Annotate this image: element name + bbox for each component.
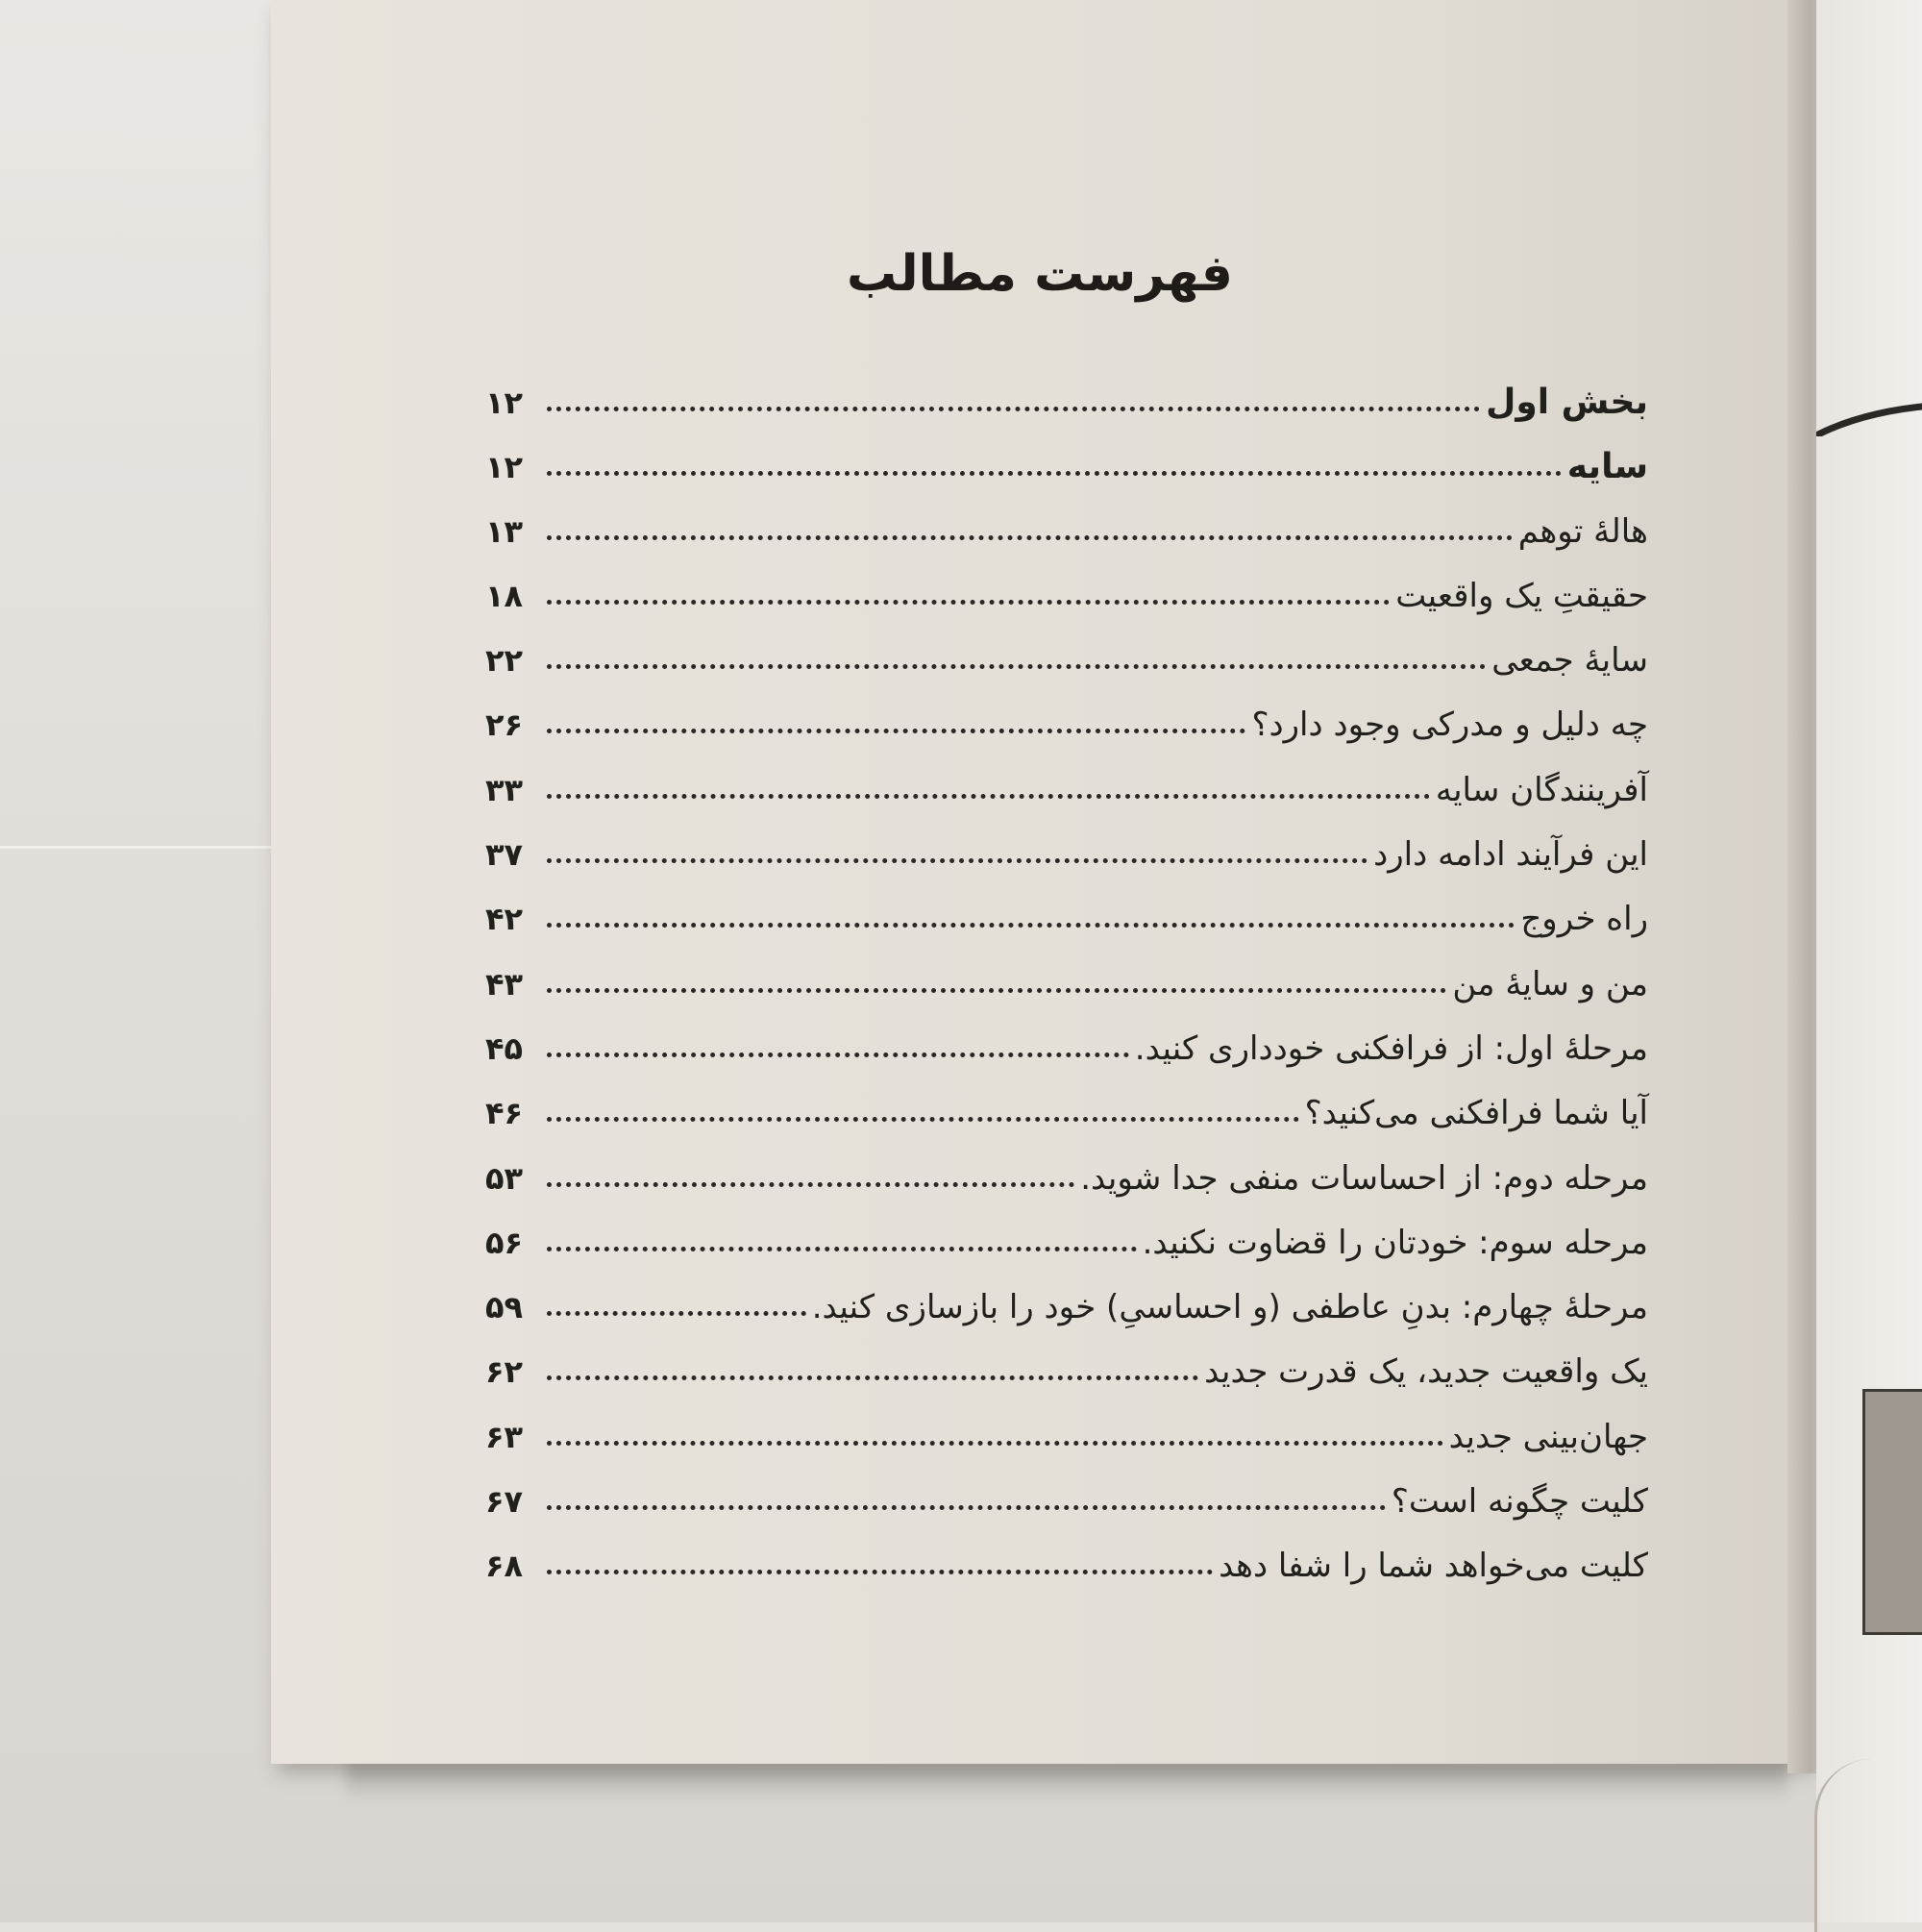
toc-dot-leader — [547, 1053, 1129, 1057]
toc-entry-page-number: ۴۵ — [485, 1029, 524, 1067]
toc-dot-leader — [547, 1117, 1299, 1122]
toc-dot-leader — [547, 1505, 1386, 1510]
toc-dot-leader — [547, 1375, 1198, 1380]
toc-entry-page-number: ۱۸ — [485, 577, 524, 614]
toc-dot-leader — [547, 407, 1480, 411]
toc-entry-page-number: ۴۲ — [485, 901, 524, 938]
toc-entry-page-number: ۶۷ — [485, 1483, 524, 1521]
toc-entry-label: آفرینندگان سایه — [1435, 770, 1648, 809]
toc-entry-label: مرحله سوم: خودتان را قضاوت نکنید. — [1142, 1223, 1648, 1262]
toc-entry-label: یک واقعیت جدید، یک قدرت جدید — [1204, 1352, 1648, 1392]
toc-dot-leader — [547, 664, 1486, 669]
toc-entry-label: راه خروج — [1520, 900, 1648, 939]
toc-entry-page-number: ۵۶ — [485, 1224, 524, 1261]
toc-entry-label: این فرآیند ادامه دارد — [1373, 835, 1648, 875]
toc-entry — [485, 1029, 1648, 1094]
toc-entry — [485, 835, 1648, 900]
toc-entry — [485, 900, 1648, 964]
toc-entry-page-number: ۳۷ — [485, 836, 524, 874]
toc-entry-page-number: ۵۹ — [485, 1289, 524, 1326]
toc-entry-label: مرحله دوم: از احساسات منفی جدا شوید. — [1080, 1158, 1648, 1198]
toc-entry — [485, 1159, 1648, 1224]
toc-entry-page-number: ۶۲ — [485, 1353, 524, 1391]
toc-entry — [485, 383, 1648, 447]
surface-crease — [0, 846, 279, 849]
toc-entry — [485, 1094, 1648, 1158]
toc-entry-page-number: ۶۳ — [485, 1418, 524, 1455]
toc-entry-page-number: ۱۲ — [485, 449, 524, 486]
facing-page-figure — [1862, 1389, 1922, 1635]
toc-entry-label: سایه — [1566, 447, 1648, 487]
toc-entry-label: کلیت چگونه است؟ — [1391, 1482, 1648, 1522]
toc-entry-label: مرحلهٔ اول: از فرافکنی خودداری کنید. — [1134, 1028, 1648, 1068]
toc-entry — [485, 771, 1648, 835]
page-shadow — [346, 1759, 1787, 1802]
toc-entry — [485, 1352, 1648, 1417]
toc-entry-page-number: ۴۳ — [485, 965, 524, 1003]
toc-entry-label: جهان‌بینی جدید — [1448, 1417, 1648, 1456]
toc-entry-label: سایهٔ جمعی — [1491, 641, 1648, 681]
toc-entry — [485, 1547, 1648, 1611]
toc-entry — [485, 1224, 1648, 1288]
toc-dot-leader — [547, 1570, 1213, 1574]
toc-entry-label: هالهٔ توهم — [1517, 511, 1648, 551]
toc-dot-leader — [547, 729, 1245, 733]
facing-page-ink-mark — [1816, 402, 1922, 436]
toc-dot-leader — [547, 988, 1446, 993]
toc-entry-label: من و سایهٔ من — [1452, 964, 1648, 1003]
toc-dot-leader — [547, 1247, 1137, 1251]
toc-entry — [485, 1288, 1648, 1352]
toc-entry-page-number: ۲۶ — [485, 706, 524, 744]
toc-entry-page-number: ۵۳ — [485, 1159, 524, 1197]
toc-entry-label: مرحلهٔ چهارم: بدنِ عاطفی (و احساسیِ) خود را بازسازی کنید. — [811, 1288, 1648, 1327]
toc-entry — [485, 641, 1648, 706]
facing-page-edge — [1814, 1759, 1922, 1932]
toc-entry-page-number: ۱۳ — [485, 512, 524, 550]
toc-dot-leader — [547, 535, 1513, 540]
toc-dot-leader — [547, 1311, 806, 1316]
toc-entry — [485, 1418, 1648, 1482]
toc-dot-leader — [547, 923, 1515, 928]
toc-entry-page-number: ۳۳ — [485, 771, 524, 808]
toc-entry — [485, 447, 1648, 511]
toc-entry-label: کلیت می‌خواهد شما را شفا دهد — [1219, 1547, 1648, 1586]
toc-entry — [485, 965, 1648, 1029]
toc-entry — [485, 1482, 1648, 1547]
toc-dot-leader — [547, 794, 1430, 799]
toc-dot-leader — [547, 1441, 1443, 1446]
toc-entry-label: حقیقتِ یک واقعیت — [1395, 576, 1648, 615]
toc-entry — [485, 706, 1648, 770]
toc-dot-leader — [547, 1182, 1074, 1187]
toc-entry-label: بخش اول — [1486, 383, 1648, 422]
toc-entry-page-number: ۲۲ — [485, 642, 524, 680]
toc-entry-label: آیا شما فرافکنی می‌کنید؟ — [1304, 1094, 1648, 1133]
table-of-contents — [485, 383, 1648, 1612]
toc-entry-page-number: ۱۲ — [485, 384, 524, 421]
toc-entry — [485, 577, 1648, 641]
toc-dot-leader — [547, 600, 1390, 605]
toc-entry — [485, 512, 1648, 577]
toc-dot-leader — [547, 471, 1562, 476]
toc-entry-label: چه دلیل و مدرکی وجود دارد؟ — [1251, 706, 1648, 745]
toc-entry-page-number: ۶۸ — [485, 1548, 524, 1585]
toc-dot-leader — [547, 858, 1368, 863]
page-title: فهرست مطالب — [847, 245, 1233, 303]
toc-entry-page-number: ۴۶ — [485, 1095, 524, 1132]
